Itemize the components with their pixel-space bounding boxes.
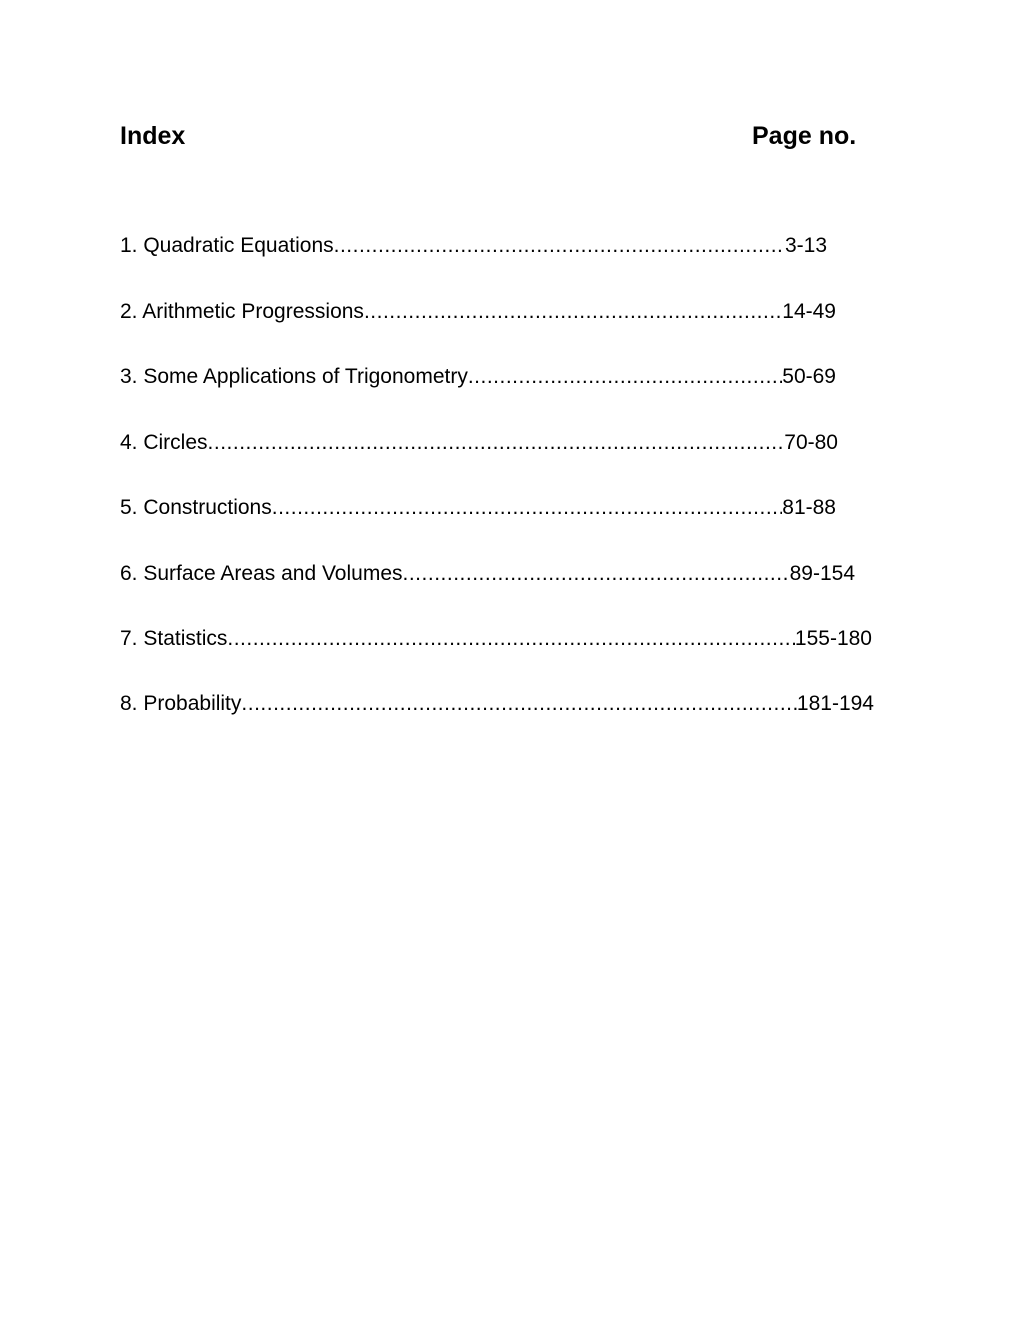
entry-title: 5. Constructions <box>120 496 272 519</box>
entry-pages: 181-194 <box>796 692 874 715</box>
entry-pages: 155-180 <box>794 627 872 650</box>
entry-pages: 14-49 <box>782 300 836 323</box>
entry-title: 8. Probability <box>120 692 242 715</box>
entry-title: 4. Circles <box>120 431 208 454</box>
entry-title: 6. Surface Areas and Volumes <box>120 562 403 585</box>
dot-leader <box>334 234 785 258</box>
entry-pages: 89-154 <box>789 562 855 585</box>
dot-leader <box>272 496 783 520</box>
toc-entry <box>120 496 836 526</box>
entry-title: 1. Quadratic Equations <box>120 234 334 257</box>
toc-entry <box>120 234 827 264</box>
index-heading: Index <box>120 122 186 150</box>
dot-leader <box>227 627 795 651</box>
entry-pages: 70-80 <box>784 431 838 454</box>
toc-entry <box>120 300 836 330</box>
page-no-heading: Page no. <box>752 122 857 150</box>
toc-entry <box>120 431 838 461</box>
toc-entry <box>120 692 874 722</box>
toc-entry <box>120 627 872 657</box>
dot-leader <box>364 300 782 324</box>
dot-leader <box>468 365 782 389</box>
entry-pages: 3-13 <box>784 234 827 257</box>
entry-title: 7. Statistics <box>120 627 228 650</box>
dot-leader <box>208 431 785 455</box>
entry-pages: 50-69 <box>782 365 836 388</box>
entry-title: 3. Some Applications of Trigonometry <box>120 365 468 388</box>
toc-entry <box>120 365 836 395</box>
toc-entry <box>120 562 855 592</box>
dot-leader <box>241 692 797 716</box>
entry-pages: 81-88 <box>782 496 836 519</box>
dot-leader <box>403 562 790 586</box>
entry-title: 2. Arithmetic Progressions <box>120 300 364 323</box>
